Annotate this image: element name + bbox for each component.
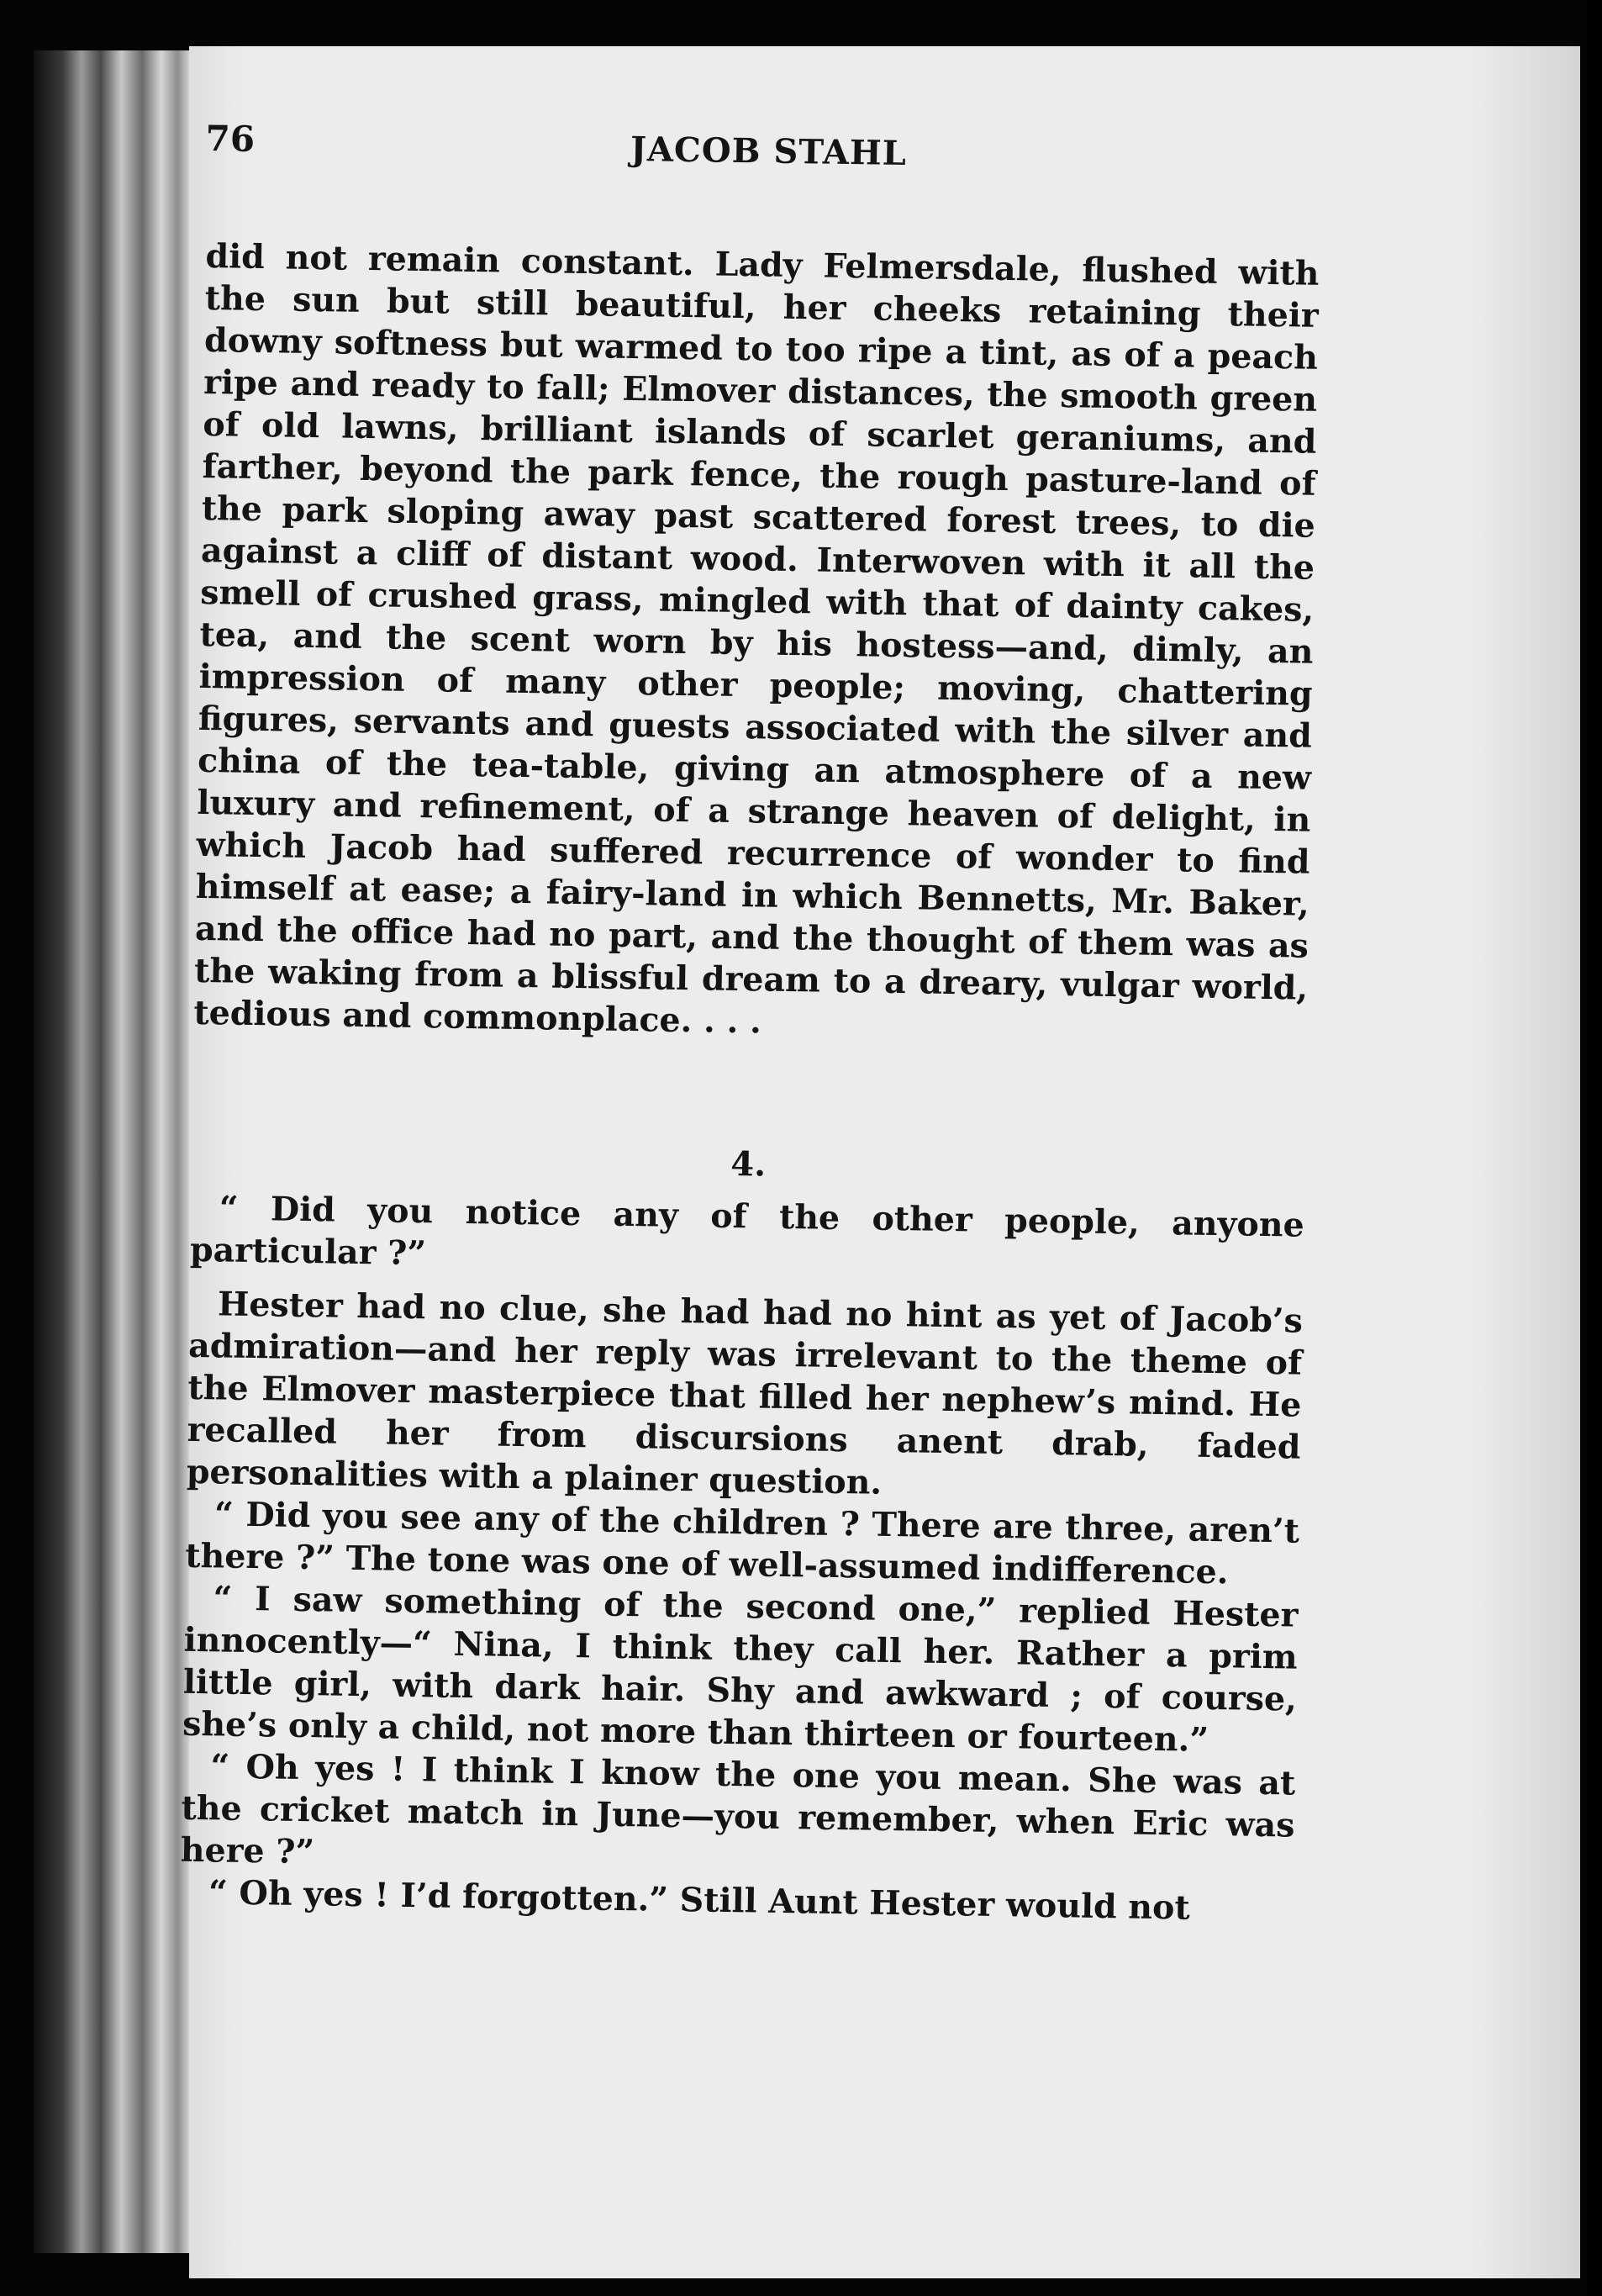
page-body	[180, 235, 1320, 1931]
paragraph-6: “ Oh yes ! I think I know the one you mean. She was at the cricket match in June—you remember, when Eric was here ?”	[180, 1747, 1296, 1872]
book-spine	[34, 50, 193, 2253]
paragraph-5: “ I saw something of the second one,” replied Hester innocently—“ Nina, I think they call her. Rather a prim little girl, with dark hair. Shy and awkward ; of course, she’s only a child, not more than thirteen or fourteen.”	[182, 1579, 1299, 1760]
paragraph-7: “ Oh yes ! I’d forgotten.” Still Aunt Hester would not	[208, 1873, 1191, 1928]
paragraph-2: “ Did you notice any of the other people, anyone particular ?”	[189, 1189, 1305, 1274]
section-number: 4.	[730, 1143, 767, 1185]
page-number: 76	[205, 118, 256, 160]
running-title: JACOB STAHL	[630, 129, 908, 174]
paragraph-4: “ Did you see any of the children ? There are three, aren’t there ?” The tone was one of well-assumed indifference.	[184, 1495, 1300, 1592]
paragraph-1: did not remain constant. Lady Felmersdale, flushed with the sun but still beautiful, her cheeks retaining their downy softness but warmed to too ripe a tint, as of a peach ripe and ready to fall; Elmover distances, the smooth green of old lawns, brilliant islands of scarlet geraniums, and farther, beyond the park fence, the rough pasture-land of the park sloping away past scattered forest trees, to die against a cliff of distant wood. Interwoven with it all the smell of crushed grass, mingled with that of dainty cakes, tea, and the scent worn by his hostess—and, dimly, an impression of many other people; moving, chattering figures, servants and guests associated with the silver and china of the tea-table, giving an atmosphere of a new luxury and refinement, of a strange heaven of delight, in which Jacob had suffered recurrence of wonder to find himself at ease; a fairy-land in which Bennetts, Mr. Baker, and the office had no part, and the thought of them was as the waking from a blissful dream to a dreary, vulgar world, tedious and commonplace. . . .	[193, 236, 1320, 1042]
scan-border	[1587, 0, 1602, 2296]
paragraph-3: Hester had no clue, she had had no hint as yet of Jacob’s admiration—and her reply was irrelevant to the theme of the Elmover masterpiece that filled her nephew’s mind. He recalled her from discursions anent drab, faded personalities with a plainer question.	[186, 1285, 1304, 1502]
